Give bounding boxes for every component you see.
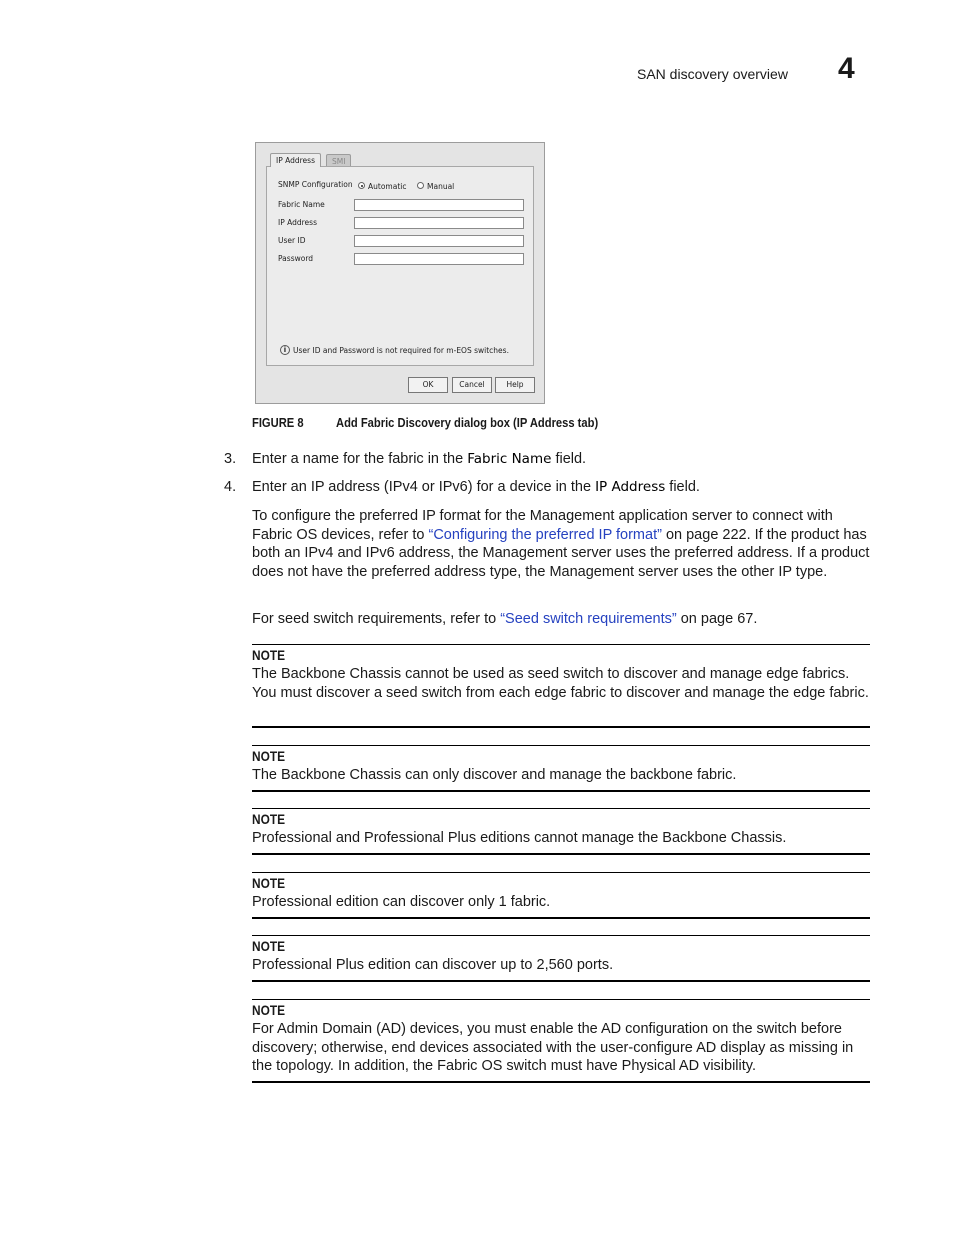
radio-automatic[interactable]	[358, 182, 365, 189]
cancel-button[interactable]: Cancel	[452, 377, 492, 393]
note-body: Professional edition can discover only 1 fabric.	[252, 894, 551, 910]
ip-address-label: IP Address	[278, 218, 317, 227]
step-number: 4.	[224, 479, 237, 495]
tab-ip-address[interactable]: IP Address	[270, 153, 321, 167]
password-label: Password	[278, 254, 314, 263]
note-box	[252, 644, 870, 728]
paragraph-seed-switch	[252, 610, 870, 629]
paragraph-text: on page 222. If the product has both an IPv4 and IPv6 address, the Management server uses the preferred address. If a product does not have the preferred address type, the Management server uses the other IP type.	[252, 526, 870, 580]
help-button[interactable]: Help	[495, 377, 535, 393]
chapter-number: 4	[838, 52, 855, 85]
note-heading: NOTE	[252, 939, 286, 954]
note-body: For Admin Domain (AD) devices, you must enable the AD configuration on the switch before discovery; otherwise, end devices associated with the user-configure AD display as missing in the topology. In addition, the Fabric OS switch must have Physical AD visibility.	[252, 1021, 854, 1075]
radio-manual-label: Manual	[427, 182, 455, 191]
user-id-label: User ID	[278, 236, 306, 245]
link-seed-switch-requirements[interactable]: “Seed switch requirements”	[500, 611, 677, 627]
step-text-pre: Enter a name for the fabric in the	[252, 451, 468, 467]
note-body: Professional and Professional Plus editions cannot manage the Backbone Chassis.	[252, 830, 787, 846]
fabric-name-input[interactable]	[354, 199, 524, 211]
note-heading: NOTE	[252, 749, 286, 764]
note-body: The Backbone Chassis can only discover and manage the backbone fabric.	[252, 767, 737, 783]
tab-smi[interactable]: SMI	[326, 154, 351, 168]
info-icon: i	[280, 345, 290, 355]
radio-automatic-label: Automatic	[368, 182, 407, 191]
step-text-post: field.	[665, 479, 700, 495]
radio-manual[interactable]	[417, 182, 424, 189]
step-text	[252, 479, 700, 495]
note-box	[252, 745, 870, 792]
ui-term: Fabric Name	[467, 451, 552, 467]
note-box	[252, 999, 870, 1083]
paragraph-text: on page 67.	[676, 611, 758, 627]
snmp-configuration-label: SNMP Configuration	[278, 180, 353, 189]
note-heading: NOTE	[252, 812, 286, 827]
note-body: Professional Plus edition can discover up to 2,560 ports.	[252, 957, 614, 973]
link-configuring-ip-format[interactable]: “Configuring the preferred IP format”	[428, 526, 662, 543]
paragraph-text: To configure the preferred IP format for the Management application server to connect with Fabric OS devices, refer to	[252, 508, 833, 543]
note-body: The Backbone Chassis cannot be used as seed switch to discover and manage edge fabrics. You must discover a seed switch from each edge fabric to discover and manage the edge fabric.	[252, 666, 869, 701]
ip-address-panel	[266, 166, 534, 366]
note-heading: NOTE	[252, 1003, 286, 1018]
note-heading: NOTE	[252, 648, 286, 663]
user-id-input[interactable]	[354, 235, 524, 247]
ui-term: IP Address	[595, 479, 666, 495]
running-header-title: SAN discovery overview	[637, 66, 788, 82]
ip-address-input[interactable]	[354, 217, 524, 229]
add-fabric-discovery-dialog	[255, 142, 545, 404]
step-number: 3.	[224, 451, 237, 467]
figure-label: FIGURE 8	[252, 415, 304, 430]
figure-caption: Add Fabric Discovery dialog box (IP Address tab)	[336, 415, 599, 430]
note-box	[252, 872, 870, 919]
info-message: User ID and Password is not required for m-EOS switches.	[293, 346, 509, 355]
note-heading: NOTE	[252, 876, 286, 891]
step-text-post: field.	[551, 451, 587, 467]
fabric-name-label: Fabric Name	[278, 200, 325, 209]
step-text	[252, 451, 586, 467]
password-input[interactable]	[354, 253, 524, 265]
note-box	[252, 935, 870, 982]
paragraph-ip-format	[252, 507, 870, 581]
step-text-pre: Enter an IP address (IPv4 or IPv6) for a device in the	[252, 479, 596, 495]
paragraph-text: For seed switch requirements, refer to	[252, 611, 501, 627]
ok-button[interactable]: OK	[408, 377, 448, 393]
note-box	[252, 808, 870, 855]
